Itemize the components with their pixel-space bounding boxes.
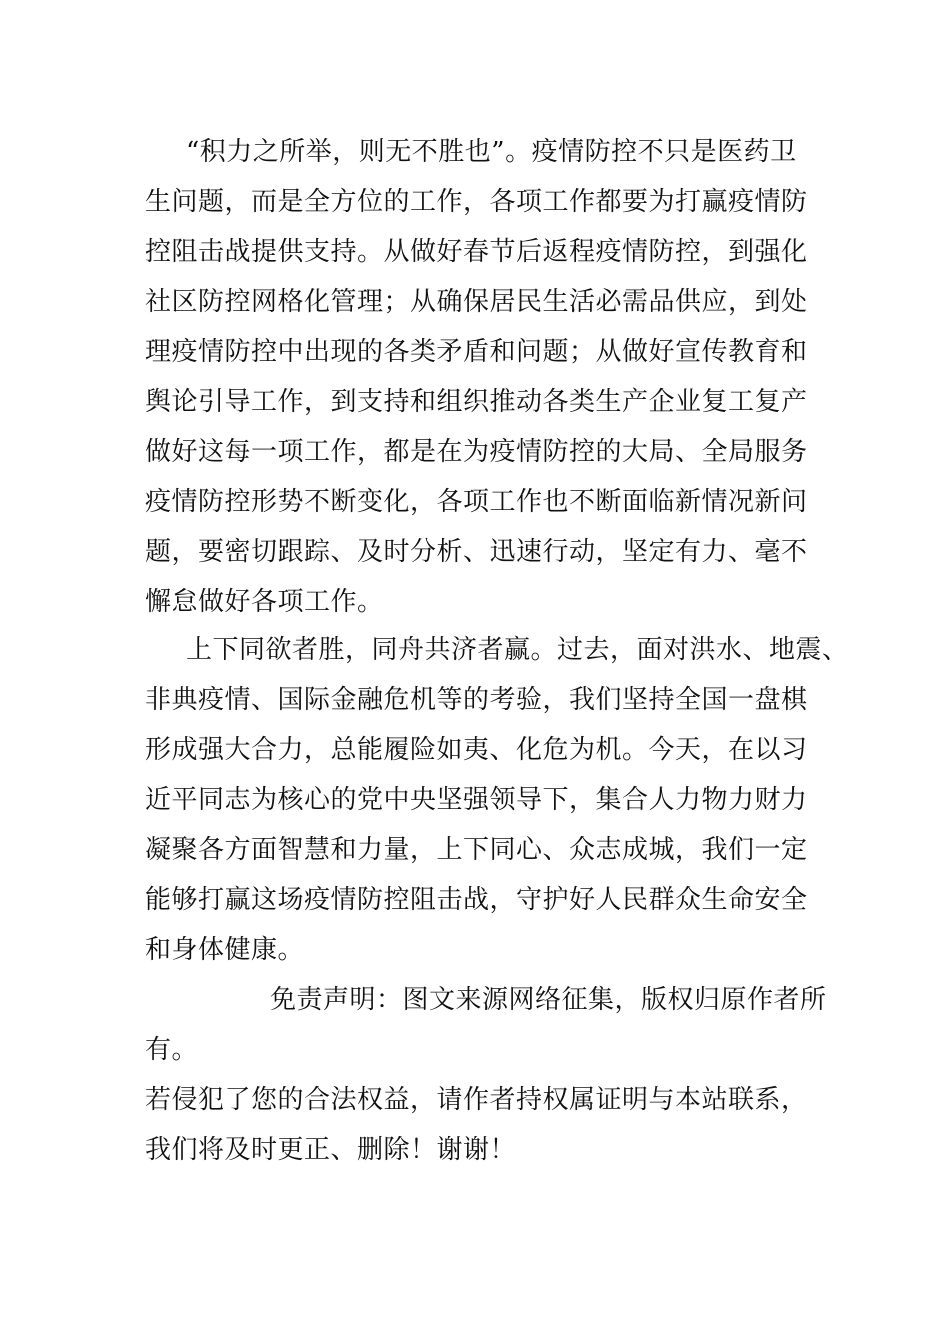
paragraph-1-line-4: 社区防控网格化管理；从确保居民生活必需品供应，到处 <box>145 287 808 317</box>
paragraph-1-line-2: 生问题，而是全方位的工作，各项工作都要为打赢疫情防 <box>145 187 808 217</box>
paragraph-2-line-5: 凝聚各方面智慧和力量，上下同心、众志成城，我们一定 <box>145 835 808 865</box>
disclaimer-line-1: 免责声明：图文来源网络征集，版权归原作者所 <box>270 985 827 1015</box>
disclaimer-line-3: 若侵犯了您的合法权益，请作者持权属证明与本站联系， <box>145 1085 808 1115</box>
paragraph-2-line-2: 非典疫情、国际金融危机等的考验，我们坚持全国一盘棋 <box>145 685 808 715</box>
paragraph-1-line-7: 做好这每一项工作，都是在为疫情防控的大局、全局服务 <box>145 437 808 467</box>
paragraph-2-line-6: 能够打赢这场疫情防控阻击战，守护好人民群众生命安全 <box>145 885 808 915</box>
paragraph-2-line-1: 上下同欲者胜，同舟共济者赢。过去，面对洪水、地震、 <box>186 635 849 665</box>
paragraph-2-line-4: 近平同志为核心的党中央坚强领导下，集合人力物力财力 <box>145 785 808 815</box>
paragraph-1-line-8: 疫情防控形势不断变化，各项工作也不断面临新情况新问 <box>145 487 808 517</box>
paragraph-1-line-1: “积力之所举，则无不胜也”。疫情防控不只是医药卫 <box>186 137 797 167</box>
paragraph-1-line-9: 题，要密切跟踪、及时分析、迅速行动，坚定有力、毫不 <box>145 537 808 567</box>
disclaimer-line-2: 有。 <box>145 1035 199 1065</box>
paragraph-2-line-7: 和身体健康。 <box>145 935 305 965</box>
paragraph-2-line-3: 形成强大合力，总能履险如夷、化危为机。今天，在以习 <box>145 735 808 765</box>
paragraph-1-line-6: 舆论引导工作，到支持和组织推动各类生产企业复工复产 <box>145 387 808 417</box>
paragraph-1-line-5: 理疫情防控中出现的各类矛盾和问题；从做好宣传教育和 <box>145 337 808 367</box>
paragraph-1-line-10: 懈怠做好各项工作。 <box>145 587 384 617</box>
paragraph-1-line-3: 控阻击战提供支持。从做好春节后返程疫情防控，到强化 <box>145 237 808 267</box>
disclaimer-line-4: 我们将及时更正、删除！谢谢！ <box>145 1135 517 1165</box>
